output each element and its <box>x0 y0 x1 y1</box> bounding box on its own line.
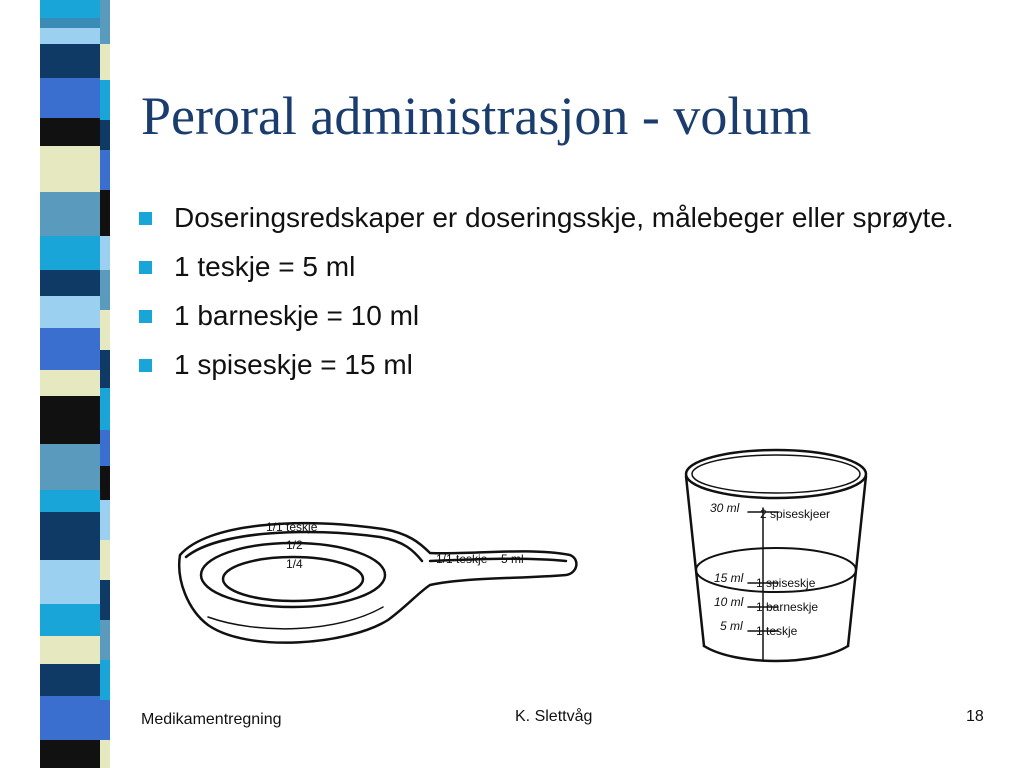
footer-author: K. Slettvåg <box>515 708 593 725</box>
square-bullet-icon <box>139 359 152 372</box>
footer-course-name: Medikamentregning <box>141 711 282 728</box>
measuring-cup-illustration <box>676 438 906 670</box>
cup-mark-5-ml: 5 ml <box>720 619 743 633</box>
bullet-item <box>134 296 954 336</box>
spoon-handle-label: 1/1 teskje ~ 5 ml <box>436 552 524 566</box>
cup-mark-10-ml: 10 ml <box>714 595 744 609</box>
spoon-label-full: 1/1 teskje <box>266 520 318 534</box>
bullet-text: 1 spiseskje = 15 ml <box>174 349 413 380</box>
bullet-item <box>134 247 954 287</box>
bullet-text: 1 barneskje = 10 ml <box>174 300 420 331</box>
bullet-text: 1 teskje = 5 ml <box>174 251 356 282</box>
spoon-label-half: 1/2 <box>286 538 303 552</box>
square-bullet-icon <box>139 310 152 323</box>
cup-mark-30-ml: 30 ml <box>710 501 740 515</box>
cup-mark-15-ml: 15 ml <box>714 571 744 585</box>
square-bullet-icon <box>139 261 152 274</box>
bullet-item <box>134 198 954 238</box>
bullet-list <box>134 198 954 394</box>
cup-mark-30-label: 2 spiseskjeer <box>760 507 831 521</box>
measuring-spoon-illustration <box>168 495 588 660</box>
cup-mark-5-label: 1 teskje <box>756 624 798 638</box>
cup-mark-15-label: 1 spiseskje <box>756 576 816 590</box>
bullet-item <box>134 345 954 385</box>
footer-page-number: 18 <box>966 708 984 725</box>
decorative-stripe <box>0 0 118 768</box>
spoon-label-quarter: 1/4 <box>286 557 303 571</box>
bullet-text: Doseringsredskaper er doseringsskje, målebeger eller sprøyte. <box>174 202 954 233</box>
square-bullet-icon <box>139 212 152 225</box>
cup-mark-10-label: 1 barneskje <box>756 600 819 614</box>
slide-title: Peroral administrasjon - volum <box>141 86 812 146</box>
